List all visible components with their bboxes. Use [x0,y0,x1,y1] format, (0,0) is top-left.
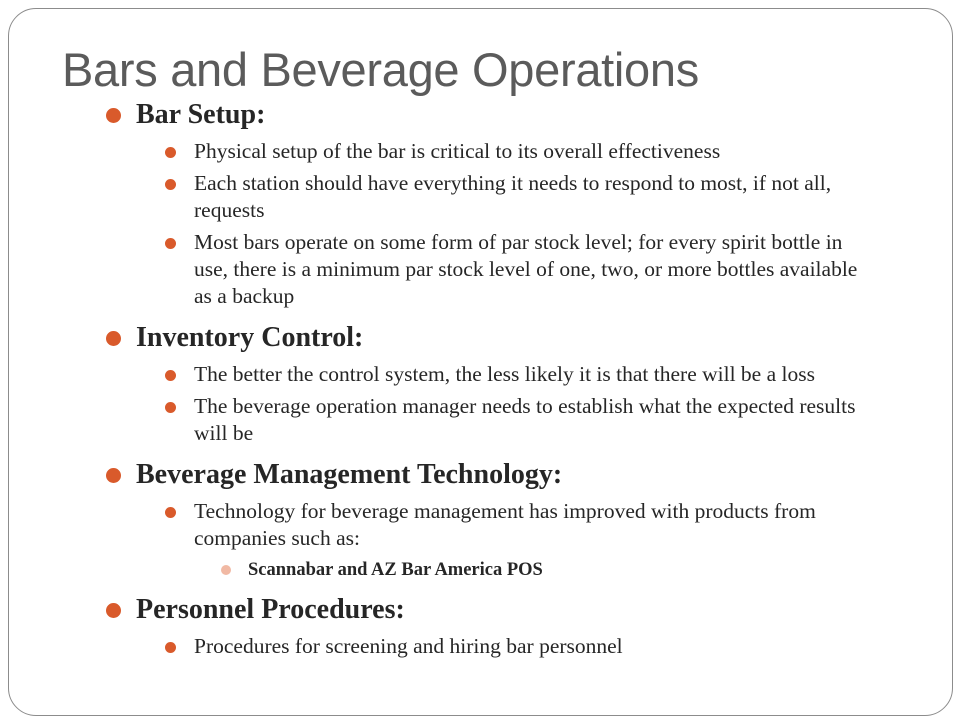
list-item-text: Technology for beverage management has improved with products from companies such as: [194,499,816,550]
list-item-text: The beverage operation manager needs to establish what the expected results will be [194,394,856,445]
nested-list-item-text: Scannabar and AZ Bar America POS [248,560,543,580]
bullet-icon [165,238,176,249]
bullet-icon [165,642,176,653]
list-item-text: Procedures for screening and hiring bar personnel [194,634,623,658]
sub-bullet-list [136,138,876,310]
list-item [165,498,876,582]
section-bar-setup [106,98,876,310]
bullet-icon [106,468,121,483]
bullet-icon [106,603,121,618]
sub-bullet-list [136,361,876,447]
section-heading: Beverage Management Technology: [136,459,563,490]
bullet-icon [165,370,176,381]
bullet-list [106,98,876,660]
sub-bullet-list [136,633,876,660]
bullet-icon [221,565,231,575]
list-item-text: Physical setup of the bar is critical to its overall effectiveness [194,139,721,163]
list-item [165,393,876,447]
list-item [165,633,876,660]
bullet-icon [165,179,176,190]
nested-list-item [221,558,876,582]
list-item [165,138,876,165]
list-item [165,229,876,310]
bullet-icon [165,507,176,518]
bullet-icon [106,108,121,123]
section-heading: Bar Setup: [136,99,266,130]
section-beverage-management-technology [106,458,876,582]
section-heading: Personnel Procedures: [136,594,405,625]
list-item-text: Most bars operate on some form of par stock level; for every spirit bottle in use, there is a minimum par stock level of one, two, or more bottles available as a backup [194,230,858,308]
slide-body [106,98,876,660]
bullet-icon [165,402,176,413]
nested-bullet-list [194,558,876,582]
list-item-text: The better the control system, the less likely it is that there will be a loss [194,362,815,386]
list-item-text: Each station should have everything it needs to respond to most, if not all, requests [194,171,832,222]
list-item [165,170,876,224]
section-personnel-procedures [106,593,876,660]
list-item [165,361,876,388]
sub-bullet-list [136,498,876,582]
slide-title: Bars and Beverage Operations [62,43,699,96]
section-inventory-control [106,321,876,447]
bullet-icon [165,147,176,158]
bullet-icon [106,331,121,346]
section-heading: Inventory Control: [136,322,364,353]
